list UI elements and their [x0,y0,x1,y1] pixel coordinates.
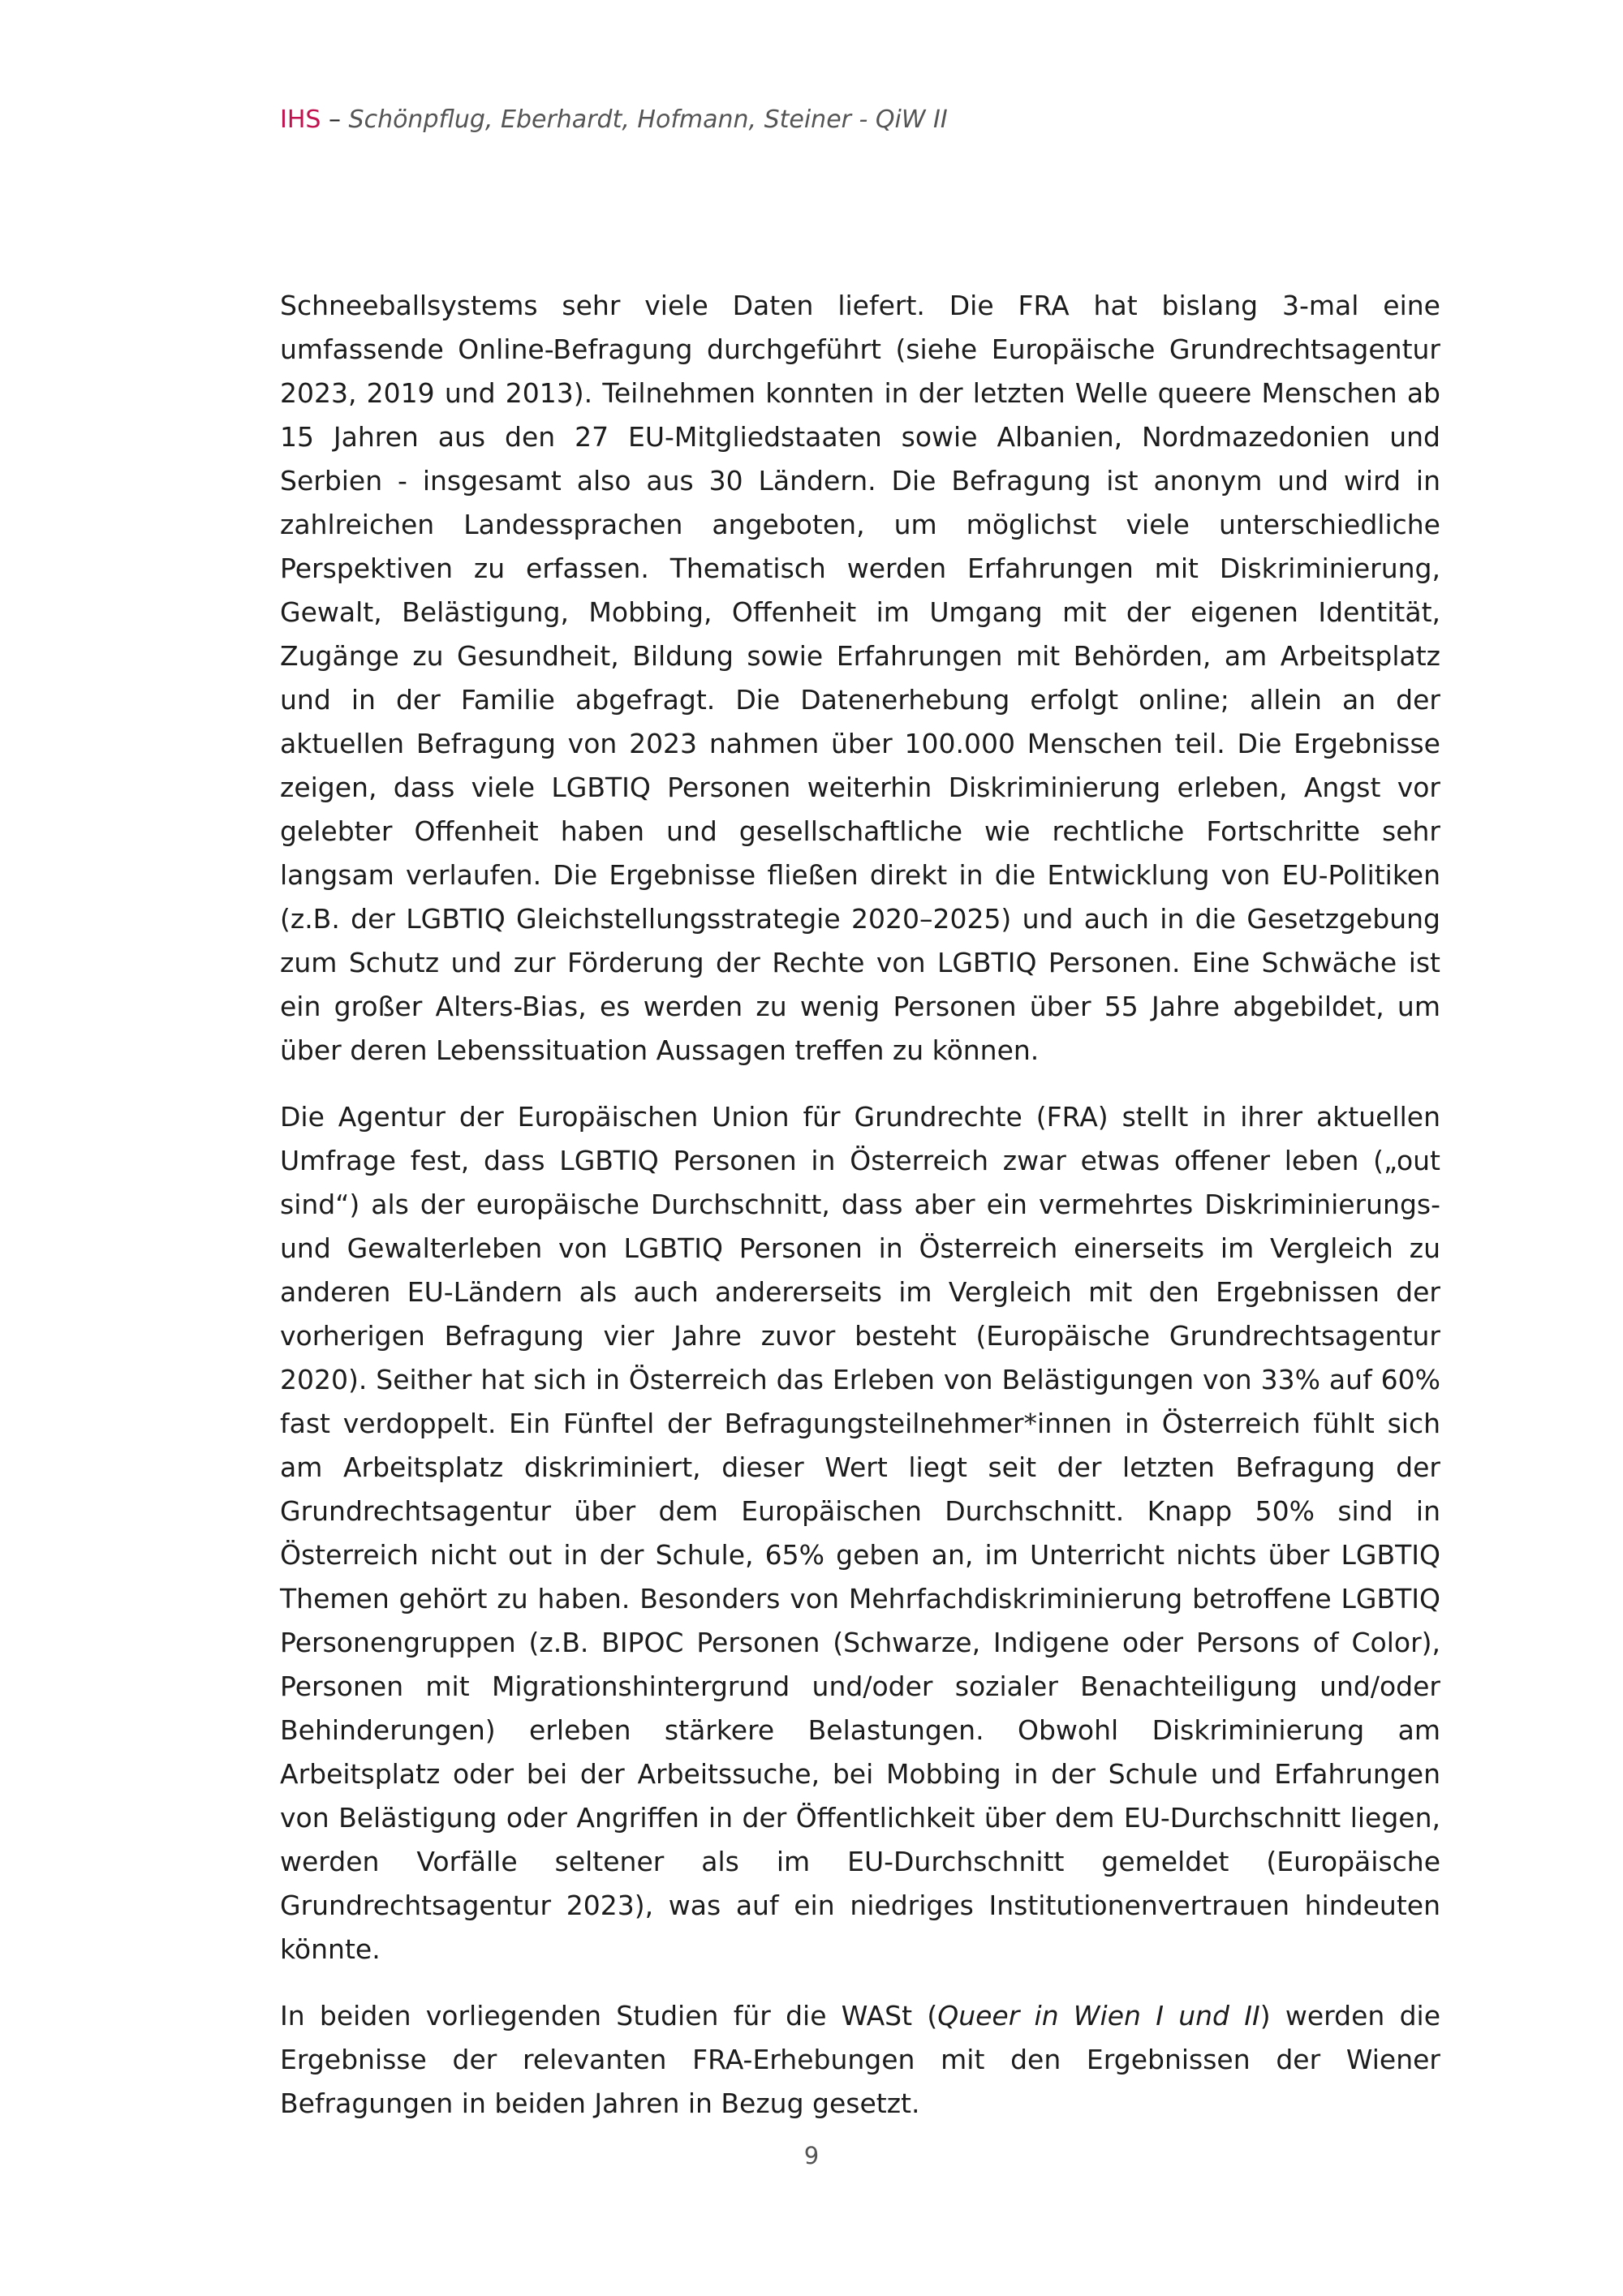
paragraph-3 [280,1994,1440,2126]
page-number: 9 [803,2142,820,2169]
header-org: IHS [280,105,321,134]
paragraph-3-before: In beiden vorliegenden Studien für die WASt ( [280,2000,938,2032]
header-authors: Schönpflug, Eberhardt, Hofmann, Steiner - QiW II [348,105,948,134]
running-header [280,104,948,136]
body-text [280,284,1440,2148]
header-separator: – [321,105,349,134]
paragraph-2: Die Agentur der Europäischen Union für Grundrechte (FRA) stellt in ihrer aktuellen Umfrage fest, dass LGBTIQ Personen in Österreich zwar etwas offener leben („out sind“) als der europäische Durchschnitt, dass aber ein vermehrtes Diskriminierungs- und Gewalterleben von LGBTIQ Personen in Österreich einerseits im Vergleich zu anderen EU-Ländern als auch andererseits im Vergleich mit den Ergebnissen der vorherigen Befragung vier Jahre zuvor besteht (Europäische Grundrechtsagentur 2020). Seither hat sich in Österreich das Erleben von Belästigungen von 33% auf 60% fast verdoppelt. Ein Fünftel der Befragungsteilnehmer*innen in Österreich fühlt sich am Arbeitsplatz diskriminiert, dieser Wert liegt seit der letzten Befragung der Grundrechtsagentur über dem Europäischen Durchschnitt. Knapp 50% sind in Österreich nicht out in der Schule, 65% geben an, im Unterricht nichts über LGBTIQ Themen gehört zu haben. Besonders von Mehrfachdiskriminierung betroffene LGBTIQ Personengruppen (z.B. BIPOC Personen (Schwarze, Indigene oder Persons of Color), Personen mit Migrationshintergrund und/oder sozialer Benachteiligung und/oder Behinderungen) erleben stärkere Belastungen. Obwohl Diskriminierung am Arbeitsplatz oder bei der Arbeitssuche, bei Mobbing in der Schule und Erfahrungen von Belästigung oder Angriffen in der Öffentlichkeit über dem EU-Durchschnitt liegen, werden Vorfälle seltener als im EU-Durchschnitt gemeldet (Europäische Grundrechtsagentur 2023), was auf ein niedriges Institutionenvertrauen hindeuten könnte. [280,1101,1440,1965]
paragraph-1: Schneeballsystems sehr viele Daten liefert. Die FRA hat bislang 3-mal eine umfassende Online-Befragung durchgeführt (siehe Europäische Grundrechtsagentur 2023, 2019 und 2013). Teilnehmen konnten in der letzten Welle queere Menschen ab 15 Jahren aus den 27 EU-Mitgliedstaaten sowie Albanien, Nordmazedonien und Serbien - insgesamt also aus 30 Ländern. Die Befragung ist anonym und wird in zahlreichen Landessprachen angeboten, um möglichst viele unterschiedliche Perspektiven zu erfassen. Thematisch werden Erfahrungen mit Diskriminierung, Gewalt, Belästigung, Mobbing, Offenheit im Umgang mit der eigenen Identität, Zugänge zu Gesundheit, Bildung sowie Erfahrungen mit Behörden, am Arbeitsplatz und in der Familie abgefragt. Die Datenerhebung erfolgt online; allein an der aktuellen Befragung von 2023 nahmen über 100.000 Menschen teil. Die Ergebnisse zeigen, dass viele LGBTIQ Personen weiterhin Diskriminierung erleben, Angst vor gelebter Offenheit haben und gesellschaftliche wie rechtliche Fortschritte sehr langsam verlaufen. Die Ergebnisse fließen direkt in die Entwicklung von EU-Politiken (z.B. der LGBTIQ Gleichstellungsstrategie 2020–2025) und auch in die Gesetzgebung zum Schutz und zur Förderung der Rechte von LGBTIQ Personen. Eine Schwäche ist ein großer Alters-Bias, es werden zu wenig Personen über 55 Jahre abgebildet, um über deren Lebenssituation Aussagen treffen zu können. [280,290,1440,1066]
study-title: Queer in Wien I und II [937,2000,1260,2032]
paragraph-3-after: ) werden die Ergebnisse der relevanten FRA-Erhebungen mit den Ergebnissen der Wiener Befragungen in beiden Jahren in Bezug gesetzt. [280,2000,1441,2119]
